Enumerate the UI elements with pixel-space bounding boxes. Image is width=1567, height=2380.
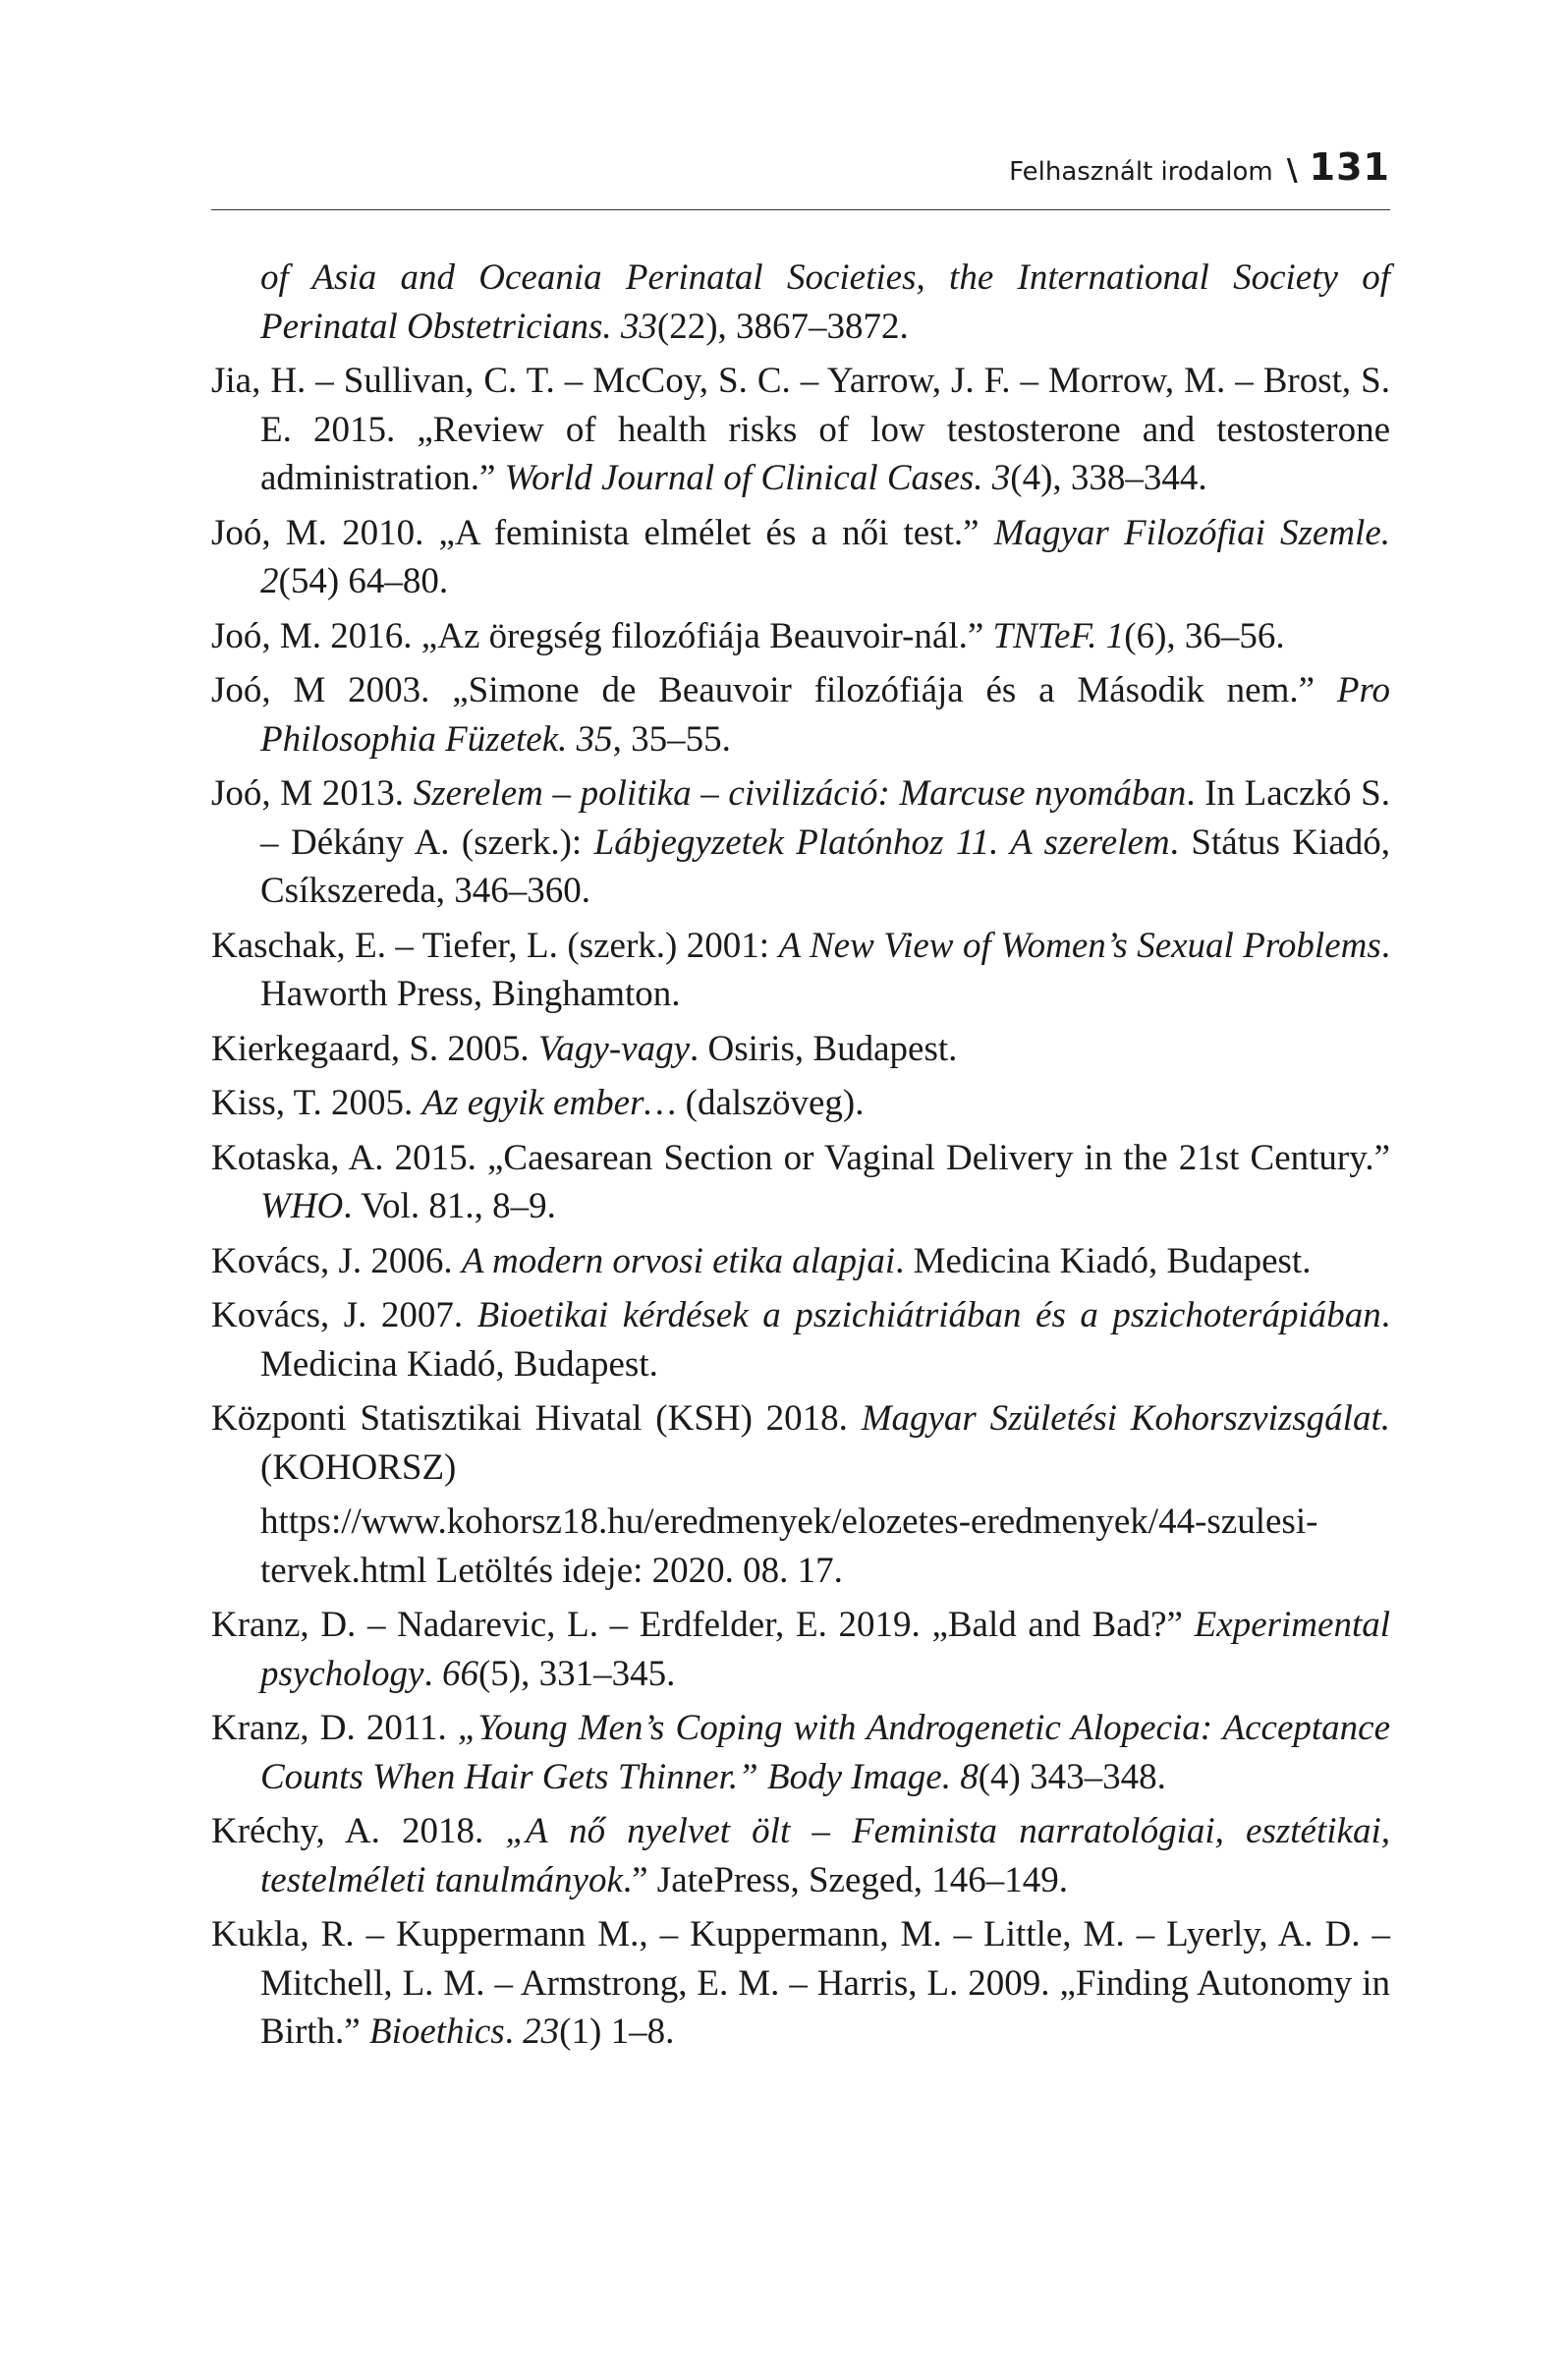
reference-text: . Haworth Press, Binghamton. bbox=[260, 925, 1390, 1014]
reference-text: (22), 3867–3872. bbox=[656, 306, 909, 347]
reference-entry bbox=[211, 1237, 1390, 1286]
reference-italic-text: WHO bbox=[260, 1186, 344, 1226]
reference-list bbox=[211, 254, 1390, 2063]
reference-italic-text: of Asia and Oceania Perinatal Societies, the International Society of Perinatal Obstetricians. 33 bbox=[260, 257, 1390, 347]
reference-entry bbox=[211, 922, 1390, 1019]
reference-text: (6), 36–56. bbox=[1124, 615, 1285, 656]
reference-italic-text: Bioetikai kérdések a pszichiátriában és a pszichoterápiában bbox=[476, 1295, 1381, 1335]
reference-text: Kiss, T. 2005. bbox=[211, 1083, 422, 1123]
reference-text: , 35–55. bbox=[612, 718, 731, 760]
reference-text: Joó, M. 2016. „Az öregség filozófiája Beauvoir-nál.” bbox=[211, 615, 993, 656]
reference-italic-text: 66 bbox=[441, 1653, 478, 1694]
reference-text: Kukla, R. – Kuppermann M., – Kuppermann, M. – Little, M. – Lyerly, A. D. – Mitchell, L. M. – Armstrong, E. M. – Harris, L. 2009. „Finding Autonomy in Birth.” bbox=[211, 1914, 1390, 2052]
reference-italic-text: Experimental psychology bbox=[260, 1605, 1390, 1694]
reference-italic-text: Pro Philosophia Füzetek. 35 bbox=[260, 670, 1390, 760]
reference-entry bbox=[211, 1079, 1390, 1128]
reference-italic-text: Magyar Születési Kohorszvizsgálat. bbox=[861, 1398, 1390, 1439]
reference-entry bbox=[211, 769, 1390, 916]
reference-url bbox=[211, 1498, 1390, 1595]
reference-entry bbox=[211, 1025, 1390, 1074]
reference-text: . Vol. 81., 8–9. bbox=[343, 1186, 556, 1226]
reference-entry bbox=[211, 1910, 1390, 2057]
reference-italic-text: World Journal of Clinical Cases. 3 bbox=[504, 458, 1011, 498]
reference-text: Joó, M 2003. „Simone de Beauvoir filozófiája és a Második nem.” bbox=[211, 670, 1337, 710]
reference-italic-text: A modern orvosi etika alapjai bbox=[461, 1240, 896, 1281]
reference-text: Kranz, D. 2011. bbox=[211, 1708, 458, 1748]
reference-italic-text: Magyar Filozófiai Szemle. 2 bbox=[260, 512, 1390, 601]
reference-italic-text: Szerelem – politika – civilizáció: Marcuse nyomában bbox=[413, 773, 1187, 814]
reference-italic-text: Az egyik ember… bbox=[421, 1083, 677, 1123]
reference-text: https://www.kohorsz18.hu/eredmenyek/elozetes-eredmenyek/44-szulesi-tervek.html Letöltés ideje: 2020. 08. 17. bbox=[260, 1502, 1318, 1591]
reference-entry bbox=[211, 1601, 1390, 1698]
reference-text: Joó, M 2013. bbox=[211, 773, 414, 814]
reference-text: (4) 343–348. bbox=[978, 1756, 1166, 1797]
reference-text: (54) 64–80. bbox=[278, 561, 449, 601]
reference-text: . Medicina Kiadó, Budapest. bbox=[260, 1295, 1390, 1385]
reference-entry bbox=[211, 254, 1390, 351]
reference-entry bbox=[211, 1807, 1390, 1904]
reference-entry bbox=[211, 666, 1390, 764]
reference-text: Kotaska, A. 2015. „Caesarean Section or Vaginal Delivery in the 21st Century.” bbox=[211, 1137, 1390, 1178]
reference-text: . bbox=[423, 1653, 442, 1694]
reference-text: Joó, M. 2010. „A feminista elmélet és a női test.” bbox=[211, 512, 994, 553]
reference-text: (4), 338–344. bbox=[1010, 458, 1207, 498]
page-number: 131 bbox=[1309, 145, 1390, 189]
reference-text: Kréchy, A. 2018. bbox=[211, 1811, 506, 1851]
reference-entry bbox=[211, 1394, 1390, 1492]
reference-text: (1) 1–8. bbox=[559, 2012, 675, 2052]
reference-text: Kaschak, E. – Tiefer, L. (szerk.) 2001: bbox=[211, 925, 779, 966]
reference-entry bbox=[211, 1134, 1390, 1231]
reference-text: .” JatePress, Szeged, 146–149. bbox=[622, 1859, 1069, 1900]
reference-text: . Osiris, Budapest. bbox=[690, 1028, 958, 1069]
reference-text: . In Laczkó S. – Dékány A. (szerk.): bbox=[260, 773, 1390, 863]
reference-text: . Medicina Kiadó, Budapest. bbox=[895, 1240, 1312, 1281]
reference-text: (dalszöveg). bbox=[676, 1083, 865, 1123]
header-rule bbox=[211, 209, 1390, 210]
reference-italic-text: „Young Men’s Coping with Androgenetic Alopecia: Acceptance Counts When Hair Gets Thinner.” Body Image. 8 bbox=[260, 1708, 1391, 1797]
reference-italic-text: „A nő nyelvet ölt – Feminista narratológiai, esztétikai, testelméleti tanulmányok bbox=[260, 1811, 1390, 1900]
running-header bbox=[211, 145, 1390, 204]
reference-text: Kovács, J. 2007. bbox=[211, 1295, 477, 1335]
reference-italic-text: Bioethics bbox=[368, 2012, 505, 2052]
reference-italic-text: Lábjegyzetek Platónhoz 11. A szerelem bbox=[593, 822, 1170, 863]
reference-text: (5), 331–345. bbox=[477, 1653, 676, 1694]
reference-text: Központi Statisztikai Hivatal (KSH) 2018. bbox=[211, 1398, 862, 1439]
reference-entry bbox=[211, 612, 1390, 661]
reference-text: Kovács, J. 2006. bbox=[211, 1240, 462, 1281]
reference-entry bbox=[211, 509, 1390, 606]
reference-italic-text: A New View of Women’s Sexual Problems bbox=[778, 925, 1381, 966]
reference-italic-text: TNTeF. 1 bbox=[992, 615, 1125, 656]
reference-text: Kierkegaard, S. 2005. bbox=[211, 1028, 538, 1069]
reference-text: Kranz, D. – Nadarevic, L. – Erdfelder, E. 2019. „Bald and Bad?” bbox=[211, 1605, 1195, 1645]
reference-italic-text: 23 bbox=[523, 2012, 560, 2052]
running-header-title: Felhasznált irodalom bbox=[1009, 157, 1273, 187]
reference-entry bbox=[211, 1704, 1390, 1801]
reference-entry bbox=[211, 1291, 1390, 1388]
reference-text: . Státus Kiadó, Csíkszereda, 346–360. bbox=[260, 822, 1390, 911]
reference-text: Jia, H. – Sullivan, C. T. – McCoy, S. C. – Yarrow, J. F. – Morrow, M. – Brost, S. E. 2015. „Review of health risks of low testosterone and testosterone administration.” bbox=[211, 361, 1390, 498]
reference-text: (KOHORSZ) bbox=[260, 1446, 457, 1488]
running-header-separator: \ bbox=[1286, 153, 1298, 188]
reference-entry bbox=[211, 357, 1390, 503]
reference-italic-text: Vagy-vagy bbox=[537, 1028, 691, 1069]
reference-text: . bbox=[504, 2012, 524, 2052]
